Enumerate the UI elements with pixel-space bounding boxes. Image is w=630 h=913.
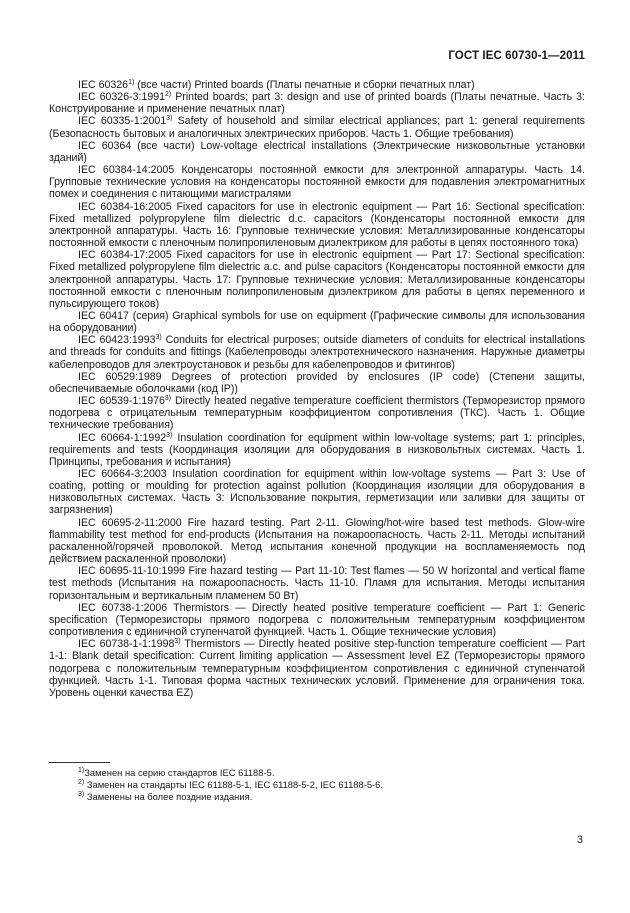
reference-text: Printed boards; part 3: design and use of printed boards (Платы печатные. Часть 3: Конструирование и применение печатных плат)	[49, 91, 585, 116]
reference-code: IEC 60738-1-1:1998	[78, 638, 175, 651]
reference-entry	[49, 395, 585, 431]
reference-text: (все части) Printed boards (Платы печатные и сборки печатных плат)	[134, 79, 475, 91]
reference-text: Thermistors — Directly heated positive step-function temperature coefficient — Part 1-1: Blank detail specification: Current limiting application — Assessment level EZ (Терморезисторы прямого подогрева с положительным температурным коэффициентом сопротивления с единичной ступенчатой функцией. Часть 1-1. Типовая форма частных технических условий. Применение для ограничения тока. Уровень оценки качества EZ)	[49, 638, 585, 699]
reference-entry	[49, 565, 585, 601]
reference-text: Fixed capacitors for use in electronic equipment — Part 16: Sectional specification: Fixed metallized polypropylene film dielectric d.c. capacitors (Конденсаторы постоянной емкости для электронной аппаратуры. Часть 16: Групповые технические условия: Металлизированные конденсаторы постоянной емкости с пленочным полипропиленовым диэлектриком для работы в цепях постоянного тока)	[49, 200, 585, 250]
footnote-marker: 3)	[166, 115, 173, 123]
footnote-marker: 3)	[155, 334, 162, 342]
reference-text: Fixed capacitors for use in electronic equipment — Part 17: Sectional specification: Fixed metallized polypropylene film dielectric a.c. and pulse capacitors (Конденсаторы постоянной емкости для электронной аппаратуры. Часть 17: Групповые технические условия: Металлизированные конденсаторы постоянной емкости с пленочным полипропиленовым диэлектриком для работы в цепях переменного и пульсирующего токов)	[49, 249, 585, 310]
reference-entry	[49, 432, 585, 468]
reference-text: (все части) Low-voltage electrical installations (Электрические низковольтные установки зданий)	[49, 139, 586, 164]
reference-code: IEC 60384-16:2005	[78, 200, 172, 213]
footnotes	[78, 767, 383, 804]
reference-text: (серия) Graphical symbols for use on equipment (Графические символы для использования на оборудовании)	[49, 309, 586, 335]
footnote-marker: 3)	[164, 395, 172, 403]
document-header: ГОСТ IEC 60730-1—2011	[448, 50, 585, 62]
reference-text: Conduits for electrical purposes; outside diameters of conduits for electrical installations and threads for conduits and fittings (Кабелепроводы электротехнического назначения. Наружные диаметры кабелепроводов для электроустановок и резьбы для кабелепроводов и фитингов)	[49, 334, 586, 371]
footnote-mark: 2)	[78, 779, 85, 787]
reference-code: IEC 60738-1:2006	[78, 601, 168, 614]
footnote-divider	[49, 762, 110, 763]
reference-entry	[49, 115, 585, 139]
reference-code: IEC 60695-11-10:1999	[78, 565, 185, 578]
reference-code: IEC 60335-1:2001	[78, 115, 167, 128]
footnote-mark: 1)	[78, 767, 85, 774]
reference-entry	[49, 310, 585, 334]
references-list	[49, 79, 585, 699]
reference-entry	[49, 140, 585, 164]
reference-code: IEC 60529:1989	[78, 370, 162, 383]
footnote-mark: 3)	[78, 791, 85, 799]
reference-code: IEC 60364	[78, 139, 132, 152]
page-number: 3	[576, 834, 583, 846]
reference-entry	[49, 371, 585, 395]
footnote-text: Заменены на более поздние издания.	[84, 791, 253, 803]
reference-entry	[49, 201, 585, 250]
reference-text: Fire hazard testing — Part 11-10: Test flames — 50 W horizontal and vertical flame test methods (Испытания на пожароопасность. Часть 11-10. Пламя для испытания. Методы испытания горизонтальным и вертикальным пламенем 50 Вт)	[49, 565, 585, 602]
reference-entry	[49, 249, 585, 310]
footnote-marker: 3)	[166, 431, 173, 439]
reference-entry	[49, 638, 585, 699]
footnote-marker: 2)	[165, 91, 172, 99]
reference-text: Insulation coordination for equipment within low-voltage systems; part 1: principles, requirements and tests (Координация изоляции для оборудования в низковольтных системах. Часть 1. Принципы, требования и испытания)	[49, 431, 585, 468]
reference-text: Safety of household and similar electrical appliances; part 1: general requirements (Безопасность бытовых и аналогичных электрических приборов. Часть 1. Общие требования)	[49, 115, 585, 140]
reference-entry	[49, 602, 585, 638]
reference-code: IEC 60664-1:1992	[78, 431, 167, 444]
reference-code: IEC 60326	[78, 79, 129, 91]
footnote-text: Заменен на стандарты IEC 61188-5-1, IEC 61188-5-2, IEC 61188-5-6.	[84, 779, 383, 791]
reference-text: Insulation coordination for equipment within low-voltage systems — Part 3: Use of coating, potting or moulding for protection against pollution (Координация изоляции для оборудования в низковольтных системах. Часть 3: Использование покрытия, герметизации или заливки для защиты от загрязнения)	[49, 468, 585, 517]
reference-code: IEC 60417	[78, 309, 129, 322]
reference-text: Degrees of protection provided by enclosures (IP code) (Степени защиты, обеспечиваемые оболочками (код IP))	[49, 370, 585, 395]
reference-text: Fire hazard testing. Part 2-11. Glowing/hot-wire based test methods. Glow-wire flammability test method for end-products (Испытания на пожароопасность. Часть 2-11. Методы испытаний раскаленной/горячей проволокой. Метод испытания конечной продукции на воспламеняемость под действием раскаленной проволоки)	[49, 516, 585, 566]
reference-entry	[49, 164, 585, 200]
reference-code: IEC 60423:1993	[78, 334, 156, 347]
footnote	[78, 791, 383, 803]
reference-entry	[49, 334, 585, 370]
footnote-marker: 3)	[174, 638, 181, 646]
reference-entry	[49, 468, 585, 517]
footnote-text: Заменен на серию стандартов IEC 61188-5.	[84, 767, 275, 778]
footnote-marker: 1)	[128, 79, 135, 86]
reference-entry	[49, 517, 585, 566]
reference-code: IEC 60664-3:2003	[78, 468, 167, 480]
reference-code: IEC 60384-14:2005	[78, 164, 175, 177]
reference-text: Конденсаторы постоянной емкости для электронной аппаратуры. Часть 14. Групповые технические условия на конденсаторы постоянной емкости для подавления электромагнитных помех и соединения с питающими магистралями	[49, 164, 585, 201]
footnote	[78, 767, 383, 779]
reference-code: IEC 60695-2-11:2000	[78, 516, 182, 529]
reference-code: IEC 60384-17:2005	[78, 249, 172, 262]
reference-text: Thermistors — Directly heated positive temperature coefficient — Part 1: Generic specification (Терморезисторы прямого подогрева с положительным температурным коэффициентом сопротивления с единичной ступенчатой функцией. Часть 1. Общие технические условия)	[49, 601, 585, 639]
reference-text: Directly heated negative temperature coefficient thermistors (Терморезистор прямого подогрева с отрицательным температурным коэффициентом сопротивления (ТКС). Часть 1. Общие технические требования)	[49, 395, 585, 432]
footnote	[78, 779, 383, 791]
reference-code: IEC 60539-1:1976	[78, 395, 165, 408]
reference-entry	[49, 79, 585, 91]
reference-entry	[49, 91, 585, 115]
reference-code: IEC 60326-3:1991	[78, 91, 166, 104]
